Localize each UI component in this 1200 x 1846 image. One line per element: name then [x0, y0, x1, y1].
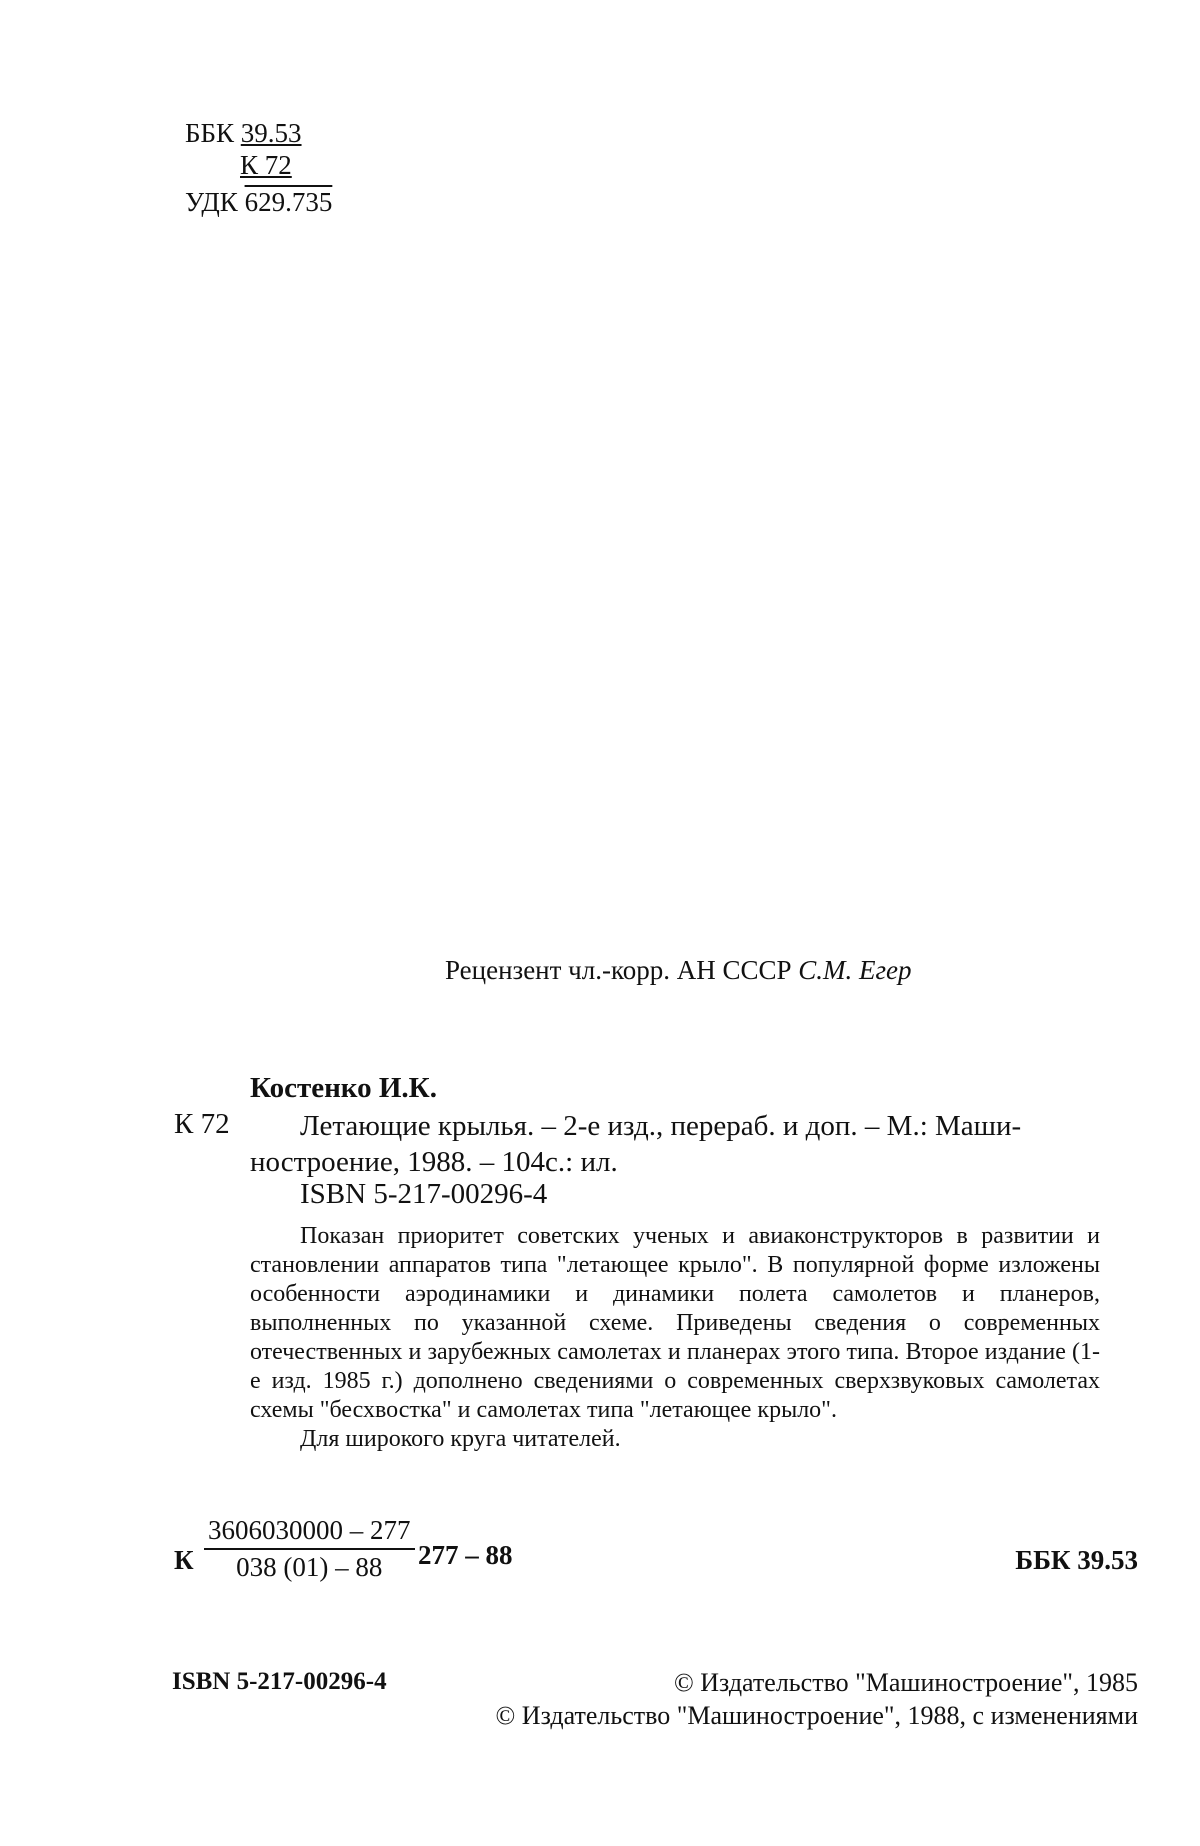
udk-classification	[185, 187, 332, 218]
index-denominator: 038 (01) – 88	[236, 1552, 383, 1582]
reviewer-line	[445, 955, 912, 986]
index-bbk: ББК 39.53	[1015, 1545, 1138, 1575]
index-letter: К	[174, 1545, 194, 1575]
index-fraction	[204, 1515, 415, 1583]
index-tail: 277 – 88	[418, 1540, 513, 1570]
annotation-audience: Для широкого круга читателей.	[300, 1426, 621, 1452]
udk-label: УДК	[185, 187, 238, 217]
entry-title-line-1: Летающие крылья. – 2-е изд., перераб. и доп. – М.: Маши-	[300, 1110, 1022, 1142]
entry-title	[250, 1108, 1100, 1180]
copyright-1985: © Издательство "Машиностроение", 1985	[674, 1668, 1138, 1697]
copyright-block	[496, 1666, 1138, 1732]
entry-isbn: ISBN 5-217-00296-4	[300, 1178, 548, 1210]
entry-mark: К 72	[174, 1108, 230, 1140]
annotation-text: Показан приоритет советских ученых и авиаконструкторов в развитии и становлении аппаратов типа "летающее крыло". В популярной форме изложены особенности аэродинамики и динамики полета самолетов и планеров, выполненных по указанной схеме. Приведены сведения о современных отечественных и зарубежных самолетах и планерах этого типа. Второе издание (1-е изд. 1985 г.) дополнено сведениями о современных сверхзвуковых самолетах схемы "бесхвостка" и самолетах типа "летающее крыло".	[250, 1223, 1100, 1423]
copyright-1988: © Издательство "Машиностроение", 1988, с изменениями	[495, 1701, 1138, 1730]
reviewer-prefix: Рецензент чл.-корр. АН СССР	[445, 955, 792, 985]
bbk-code: 39.53	[240, 118, 302, 148]
footer-isbn: ISBN 5-217-00296-4	[172, 1668, 387, 1695]
annotation	[250, 1222, 1100, 1454]
fraction-bar	[204, 1548, 415, 1550]
entry-title-line-2: ностроение, 1988. – 104с.: ил.	[250, 1146, 618, 1178]
udk-code: 629.735	[244, 187, 333, 217]
index-numerator: 3606030000 – 277	[208, 1515, 411, 1545]
author-mark: К 72	[240, 150, 292, 180]
bbk-label: ББК	[185, 118, 235, 148]
bbk-classification	[185, 118, 302, 148]
entry-author: Костенко И.К.	[250, 1072, 437, 1104]
reviewer-name: С.М. Егер	[798, 955, 912, 985]
